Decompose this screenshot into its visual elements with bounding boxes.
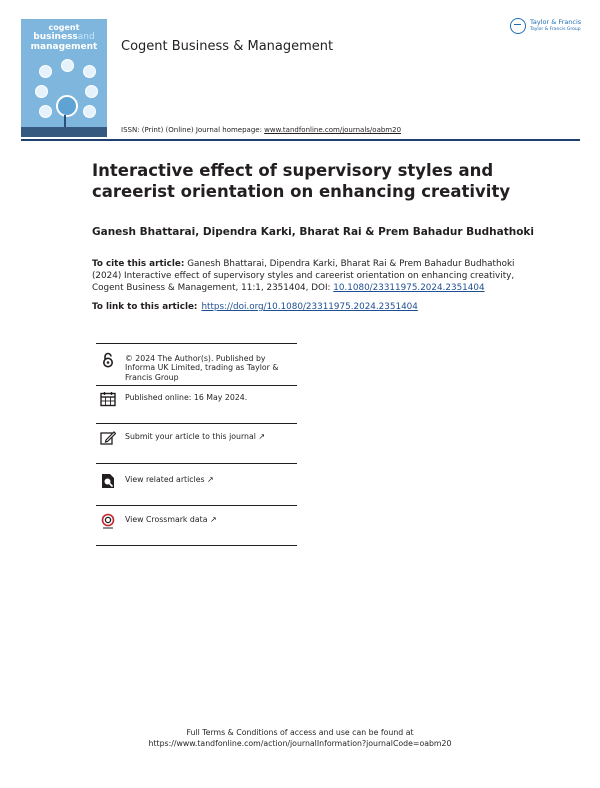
crossmark-icon: [100, 513, 116, 529]
external-link-icon: ↗: [207, 475, 214, 484]
related-articles-icon: [100, 473, 116, 489]
publisher-logo-icon: [510, 18, 526, 34]
cover-decor-icon: [83, 105, 96, 118]
article-authors: Ganesh Bhattarai, Dipendra Karki, Bharat Rai & Prem Bahadur Budhathoki: [92, 226, 535, 238]
copyright-text: © 2024 The Author(s). Published by Informa UK Limited, trading as Taylor & Francis Group: [125, 354, 279, 382]
citation-block: [92, 258, 532, 294]
article-doi-link[interactable]: https://doi.org/10.1080/23311975.2024.2351404: [201, 302, 418, 312]
calendar-icon: [100, 391, 116, 407]
info-divider: [96, 505, 297, 506]
published-text: Published online: 16 May 2024.: [125, 393, 248, 402]
publisher-group: Taylor & Francis Group: [530, 27, 581, 32]
link-to-article: [92, 302, 418, 312]
cover-decor-icon: [35, 85, 48, 98]
footer-line1: Full Terms & Conditions of access and use can be found at: [186, 728, 414, 737]
article-title: Interactive effect of supervisory styles and careerist orientation on enhancing creativity: [92, 161, 511, 201]
issn-line: [121, 126, 401, 134]
cover-line1: cogent: [48, 23, 80, 32]
footer: [0, 727, 600, 749]
info-divider: [96, 423, 297, 424]
publisher-name: Taylor & Francis: [530, 18, 582, 26]
cover-decor-icon: [83, 65, 96, 78]
cover-decor-icon: [85, 85, 98, 98]
issn-label: ISSN: (Print) (Online) Journal homepage:: [121, 126, 265, 134]
info-divider: [96, 463, 297, 464]
footer-terms-link[interactable]: https://www.tandfonline.com/action/journalInformation?journalCode=oabm20: [148, 739, 452, 748]
submit-article-link[interactable]: Submit your article to this journal ↗: [125, 432, 266, 441]
info-divider: [96, 343, 297, 344]
cover-line2: businessand: [33, 32, 95, 42]
publisher-logo: [510, 17, 582, 39]
cover-line3: management: [30, 42, 98, 52]
cover-footer-band: [21, 127, 107, 137]
citation-doi-link[interactable]: 10.1080/23311975.2024.2351404: [333, 283, 485, 293]
cover-hub-icon: [56, 95, 78, 117]
journal-cover-image: [21, 19, 107, 137]
external-link-icon: ↗: [209, 515, 217, 524]
journal-title: Cogent Business & Management: [121, 39, 334, 54]
edit-icon: [100, 430, 116, 446]
crossmark-link[interactable]: View Crossmark data ↗: [125, 515, 217, 524]
info-divider: [96, 385, 297, 386]
citation-text: Ganesh Bhattarai, Dipendra Karki, Bharat Rai & Prem Bahadur Budhathoki (2024) Interactive effect of supervisory styles and careerist orientation on enhancing creativity, Cogent Business & Management, 11:1, 2351404, DOI:: [92, 259, 515, 293]
related-articles-link[interactable]: View related articles ↗: [125, 475, 214, 484]
info-divider: [96, 545, 297, 546]
open-access-icon: [100, 352, 116, 368]
cover-decor-icon: [39, 105, 52, 118]
cover-decor-icon: [39, 65, 52, 78]
citation-label: To cite this article:: [92, 259, 185, 269]
external-link-icon: ↗: [258, 432, 266, 441]
link-label: To link to this article:: [92, 302, 198, 312]
header-divider: [21, 139, 580, 141]
cover-decor-icon: [61, 59, 74, 72]
journal-homepage-link[interactable]: www.tandfonline.com/journals/oabm20: [264, 126, 402, 134]
